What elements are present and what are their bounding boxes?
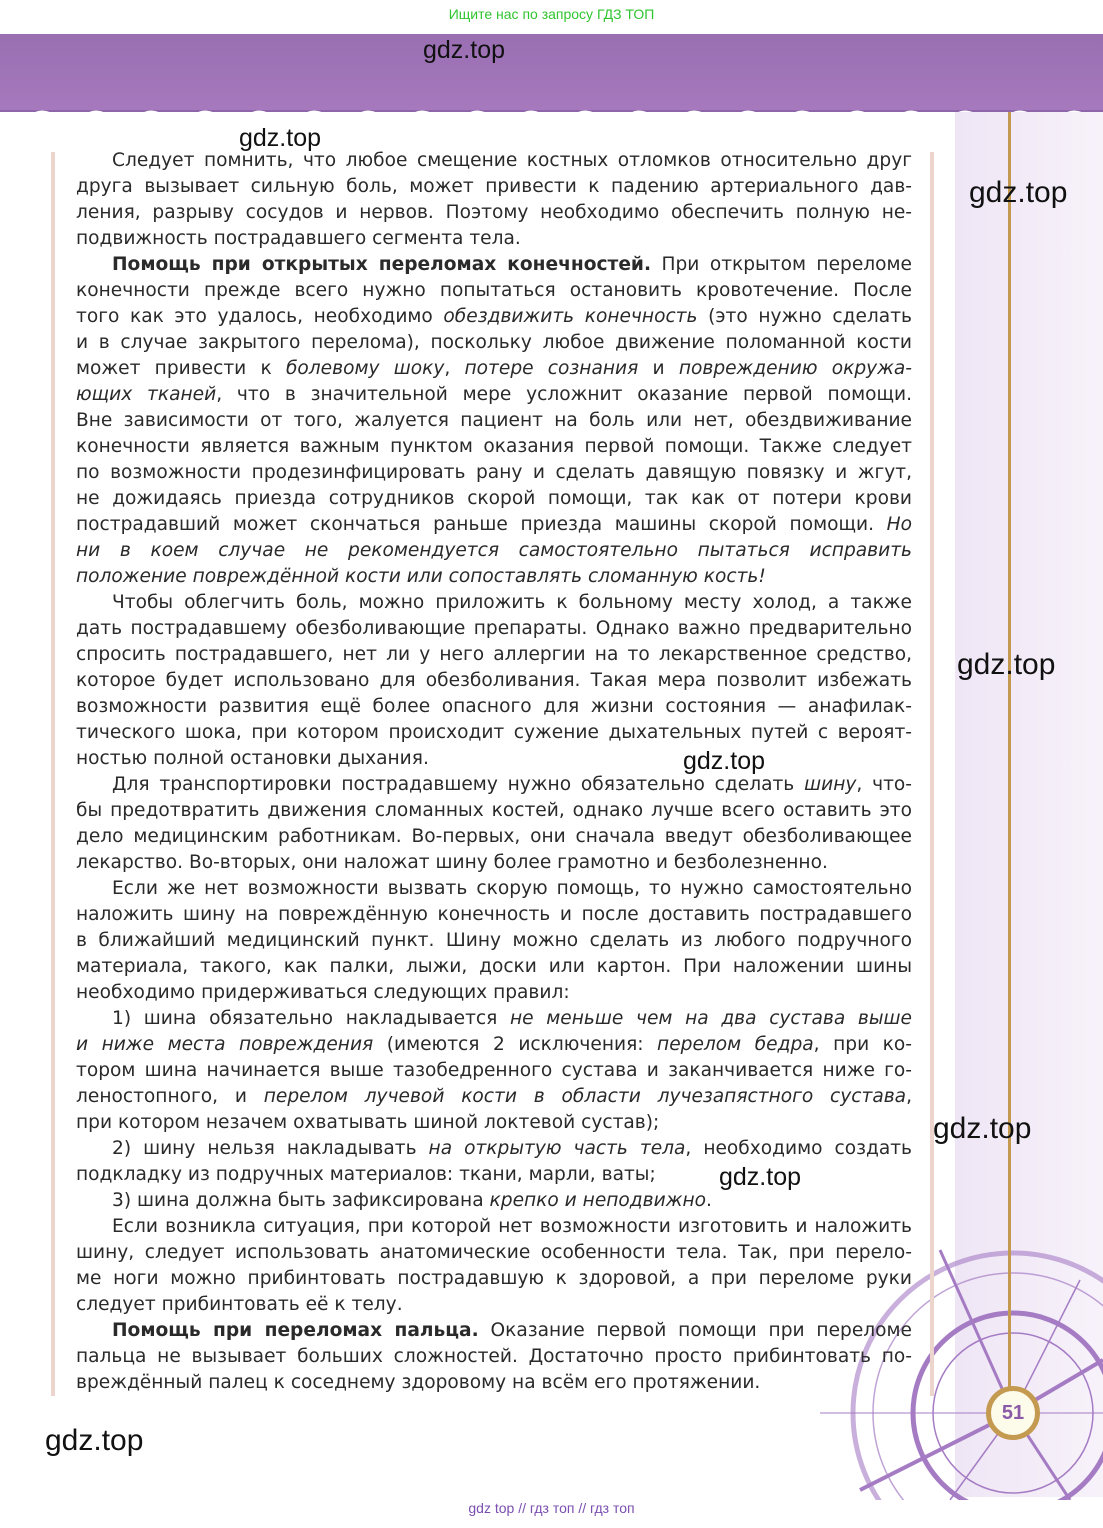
watermark: gdz.top	[683, 747, 766, 775]
text-segment: Для транспортировки пострадавшему нужно обязательно сделать	[112, 774, 805, 795]
goat-icon	[354, 106, 382, 130]
italic-emphasis: крепко и неподвижно	[489, 1190, 706, 1211]
text-segment: конечности прежде всего нужно попытаться остановить кровотечение. После	[76, 280, 912, 301]
bird-icon	[897, 106, 925, 130]
text-line	[76, 590, 912, 616]
text-segment: того как это удалось, необходимо	[76, 306, 444, 327]
text-line	[76, 1318, 912, 1344]
italic-emphasis: положение повреждённой кости или сопоставлять сломанную кость!	[76, 566, 766, 587]
watermark: gdz.top	[969, 176, 1068, 209]
text-segment: возможности развития ещё более опасного для жизни состояния — анафилак-	[76, 696, 912, 717]
text-line	[76, 668, 912, 694]
text-line	[76, 928, 912, 954]
watermark: gdz.top	[719, 1163, 802, 1191]
text-line	[76, 512, 912, 538]
text-segment: Следует помнить, что любое смещение костных отломков относительно друг	[112, 150, 912, 171]
italic-emphasis: ни в коем случае не рекомендуется самостоятельно пытаться исправить	[76, 540, 912, 561]
text-segment: , что-	[856, 774, 912, 795]
page-number: 51	[986, 1386, 1040, 1440]
text-segment: конечности является важным пунктом оказания первой помощи. Также следует	[76, 436, 912, 457]
text-segment: при котором незачем охватывать шиной локтевой сустав);	[76, 1112, 660, 1133]
text-line	[76, 616, 912, 642]
text-segment: ностью полной остановки дыхания.	[76, 748, 429, 769]
text-segment: леностопного, и	[76, 1086, 264, 1107]
text-segment: бы предотвратить движения сломанных костей, однако лучше всего оставить это	[76, 800, 912, 821]
text-line	[76, 1214, 912, 1240]
text-line	[76, 1292, 912, 1318]
text-line	[76, 538, 912, 564]
text-line	[76, 148, 912, 174]
text-segment: ления, разрыву сосудов и нервов. Поэтому необходимо обеспечить полную не-	[76, 202, 912, 223]
text-segment: , при ко-	[813, 1034, 912, 1055]
text-segment: в ближайший медицинский пункт. Шину можно сделать из любого подручного	[76, 930, 912, 951]
text-segment: вреждённый палец к соседнему здоровому на всём его протяжении.	[76, 1372, 761, 1393]
watermark: gdz.top	[933, 1112, 1032, 1145]
text-line	[76, 226, 912, 252]
text-line	[76, 876, 912, 902]
text-segment: лекарство. Во-вторых, они наложат шину более грамотно и безболезненно.	[76, 852, 828, 873]
text-segment: и	[638, 358, 679, 379]
text-segment: спросить пострадавшего, нет ли у него аллергии на то лекарственное средство,	[76, 644, 912, 665]
text-segment: При открытом переломе	[651, 254, 912, 275]
text-line	[76, 850, 912, 876]
watermark: gdz.top	[957, 648, 1056, 681]
text-segment: 2) шину нельзя накладывать	[112, 1138, 429, 1159]
text-line	[76, 798, 912, 824]
italic-emphasis: болевому шоку	[285, 358, 445, 379]
text-segment: , что в значительной мере усложнит оказание первой помощи.	[216, 384, 912, 405]
watermark: gdz.top	[423, 36, 506, 64]
italic-emphasis: обездвижить конечность	[443, 306, 698, 327]
text-segment: ,	[444, 358, 465, 379]
text-segment: ,	[906, 1086, 913, 1107]
text-segment: 3) шина должна быть зафиксирована	[112, 1190, 490, 1211]
italic-emphasis: перелом бедра	[657, 1034, 814, 1055]
text-segment: и в случае закрытого перелома), поскольку любое движение поломанной кости	[76, 332, 912, 353]
text-segment: , необходимо создать	[685, 1138, 912, 1159]
footer-links[interactable]: gdz top // гдз топ // гдз топ	[468, 1500, 635, 1516]
text-line	[76, 564, 912, 590]
elephant-icon	[734, 106, 762, 130]
text-segment: тором шина начинается выше тазобедренного сустава и заканчивается ниже го-	[76, 1060, 912, 1081]
text-line	[76, 954, 912, 980]
text-segment: Если возникла ситуация, при которой нет возможности изготовить и наложить	[112, 1216, 912, 1237]
italic-emphasis: повреждению окружа-	[678, 358, 913, 379]
text-segment: подкладку из подручных материалов: ткани, марли, ваты;	[76, 1164, 656, 1185]
text-segment: ме ноги можно прибинтовать пострадавшую к здоровой, а при переломе руки	[76, 1268, 912, 1289]
text-segment: дать пострадавшему обезболивающие препараты. Однако важно предварительно	[76, 618, 912, 639]
text-line	[76, 434, 912, 460]
text-line	[76, 330, 912, 356]
text-line	[76, 1032, 912, 1058]
horse-icon	[191, 106, 219, 130]
italic-emphasis: Но	[886, 514, 912, 535]
text-segment: .	[705, 1190, 712, 1211]
text-line	[76, 200, 912, 226]
text-line	[76, 1370, 912, 1396]
text-line	[76, 720, 912, 746]
body-text	[76, 148, 912, 1396]
butterfly-icon	[680, 106, 708, 130]
text-line	[76, 1136, 912, 1162]
text-segment: Вне зависимости от того, жалуется пациент на боль или нет, обездвиживание	[76, 410, 912, 431]
monkey-icon	[571, 106, 599, 130]
text-line	[76, 1266, 912, 1292]
italic-emphasis: на открытую часть тела	[428, 1138, 686, 1159]
text-segment: которое будет использовано для обезболивания. Такая мера позволит избежать	[76, 670, 912, 691]
text-line	[76, 746, 912, 772]
text-segment: шину, следует использовать анатомические особенности тела. Так, при перело-	[76, 1242, 912, 1263]
text-segment: подвижность пострадавшего сегмента тела.	[76, 228, 521, 249]
gold-vertical-line	[1008, 112, 1011, 1387]
text-segment: Оказание первой помощи при переломе	[478, 1320, 912, 1341]
italic-emphasis: перелом лучевой кости в области лучезапястного сустава	[263, 1086, 907, 1107]
text-line	[76, 1084, 912, 1110]
text-segment: пальца не вызывает больших сложностей. Достаточно просто прибинтовать по-	[76, 1346, 912, 1367]
text-segment: друга вызывает сильную боль, может привести к падению артериального дав-	[76, 176, 912, 197]
text-line	[76, 1110, 912, 1136]
text-line	[76, 824, 912, 850]
text-line	[76, 356, 912, 382]
text-line	[76, 1240, 912, 1266]
text-line	[76, 1058, 912, 1084]
watermark: gdz.top	[45, 1424, 144, 1457]
insect-icon	[463, 106, 491, 130]
text-line	[76, 252, 912, 278]
text-segment: наложить шину на повреждённую конечность и после доставить пострадавшего	[76, 904, 912, 925]
buffalo-icon	[517, 106, 545, 130]
text-line	[76, 642, 912, 668]
text-line	[76, 1006, 912, 1032]
butterfly-icon	[82, 106, 110, 130]
text-segment: может привести к	[76, 358, 286, 379]
text-line	[76, 174, 912, 200]
text-segment: 1) шина обязательно накладывается	[112, 1008, 510, 1029]
horse-icon	[843, 106, 871, 130]
text-segment: необходимо придерживаться следующих правил:	[76, 982, 570, 1003]
text-line	[76, 980, 912, 1006]
bold-heading: Помощь при открытых переломах конечностей.	[112, 254, 652, 275]
search-hint-banner: Ищите нас по запросу ГДЗ ТОП	[448, 6, 655, 22]
text-segment: пострадавший может скончаться раньше приезда машины скорой помощи.	[76, 514, 887, 535]
italic-emphasis: не меньше чем на два сустава выше	[510, 1008, 912, 1029]
text-segment: (это нужно сделать	[697, 306, 912, 327]
text-line	[76, 1344, 912, 1370]
text-segment: не дожидаясь приезда сотрудников скорой помощи, так как от потери крови	[76, 488, 912, 509]
bold-heading: Помощь при переломах пальца.	[112, 1320, 479, 1341]
italic-emphasis: шину	[804, 774, 857, 795]
text-line	[76, 408, 912, 434]
scorpion-icon	[137, 106, 165, 130]
text-line	[76, 694, 912, 720]
text-segment: материала, такого, как палки, лыжи, доски или картон. При наложении шины	[76, 956, 912, 977]
giraffe-icon	[408, 106, 436, 130]
text-line	[76, 304, 912, 330]
text-segment: (имеются 2 исключения:	[373, 1034, 658, 1055]
italic-emphasis: ющих тканей	[76, 384, 217, 405]
text-line	[76, 460, 912, 486]
watermark: gdz.top	[239, 124, 322, 152]
text-line	[76, 486, 912, 512]
italic-emphasis: и ниже места повреждения	[76, 1034, 374, 1055]
text-line	[76, 772, 912, 798]
text-segment: дело медицинским работникам. Во-первых, они сначала введут обезболивающее	[76, 826, 912, 847]
text-line	[76, 902, 912, 928]
elephant-icon	[28, 106, 56, 130]
left-margin-rule	[51, 152, 55, 1396]
animal-silhouettes-row	[28, 106, 1088, 130]
header-band	[0, 34, 1103, 112]
right-margin-rule	[930, 152, 934, 1396]
italic-emphasis: потере сознания	[464, 358, 639, 379]
text-line	[76, 278, 912, 304]
text-segment: Если же нет возможности вызвать скорую помощь, то нужно самостоятельно	[112, 878, 912, 899]
text-segment: по возможности продезинфицировать рану и сделать давящую повязку и жгут,	[76, 462, 912, 483]
scorpion-icon	[788, 106, 816, 130]
antelope-icon	[625, 106, 653, 130]
text-segment: следует прибинтовать её к телу.	[76, 1294, 403, 1315]
text-segment: тического шока, при котором происходит сужение дыхательных путей с вероят-	[76, 722, 912, 743]
text-segment: Чтобы облегчить боль, можно приложить к больному месту холод, а также	[112, 592, 912, 613]
text-line	[76, 382, 912, 408]
